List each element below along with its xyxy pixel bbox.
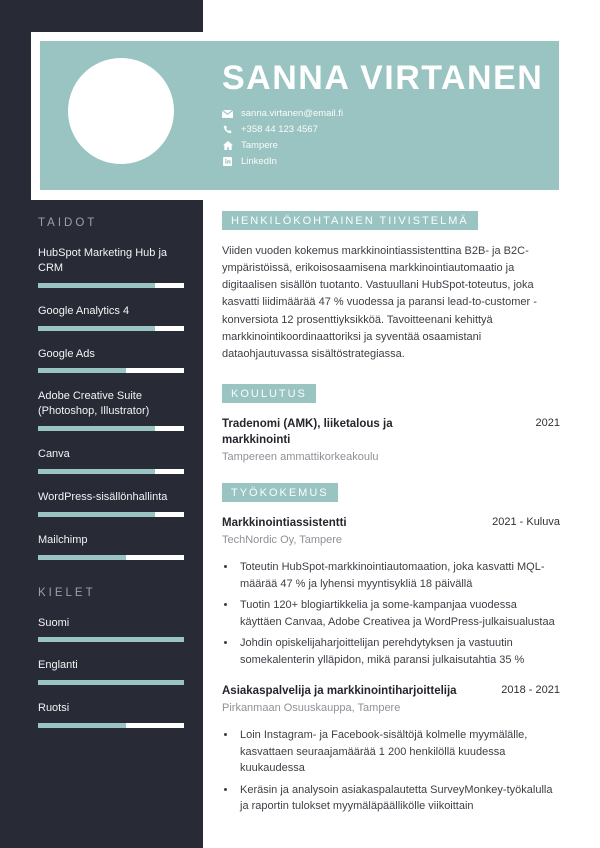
job-entry (222, 515, 560, 668)
summary-section-title: HENKILÖKOHTAINEN TIIVISTELMÄ (222, 211, 478, 230)
profile-photo (68, 58, 174, 164)
skill-progress-fill (38, 426, 155, 431)
skill-progress-fill (38, 368, 126, 373)
skill-progress-bar (38, 326, 184, 331)
header-content (222, 60, 545, 167)
page-title: SANNA VIRTANEN (222, 59, 544, 97)
skill-label: Google Ads (38, 347, 95, 360)
education-section-title: KOULUTUS (222, 384, 316, 403)
job-date: 2018 - 2021 (501, 684, 560, 697)
skills-section-title: TAIDOT (38, 217, 98, 229)
job-title: Markkinointiassistentti (222, 517, 347, 530)
skill-progress-fill (38, 283, 155, 288)
language-label: Englanti (38, 659, 78, 672)
skill-progress-bar (38, 283, 184, 288)
skill-label: HubSpot Marketing Hub ja CRM (38, 247, 168, 274)
job-bullet: • Loin Instagram- ja Facebook-sisältöjä kolmelle myymälälle, kasvattaen seuraajamäärää 1 200 henkilöllä kuudessa kuukaudessa (237, 727, 560, 777)
language-progress-bar (38, 723, 184, 728)
contact-location (222, 140, 545, 151)
education-section (222, 384, 560, 463)
language-progress-bar (38, 680, 184, 685)
job-entry-head (222, 515, 560, 531)
sidebar-content (38, 217, 184, 744)
skill-progress-bar (38, 469, 184, 474)
language-item (38, 616, 184, 643)
job-company: TechNordic Oy, Tampere (222, 534, 343, 547)
main-column (222, 211, 560, 835)
skill-label: Adobe Creative Suite (Photoshop, Illustrator) (38, 390, 150, 418)
summary-text: Viiden vuoden kokemus markkinointiassistenttina B2B- ja B2C-ympäristöissä, erikoisosaamisena markkinointiautomaatio ja digitaalisen sisällön tuotanto. Vastuullani HubSpot-toteutus, joka kasvatti liidimäärää 47 % vuodessa ja paransi lead-to-customer -konversiota 12 prosenttiyksikköä. Tavoitteenani kehittyä markkinointikoordinaattoriksi ja syventää osaamistani dataohjautuvassa sisältöstrategiassa. (222, 245, 537, 360)
skill-label: Mailchimp (38, 533, 88, 546)
skill-item (38, 389, 184, 431)
contact-phone-label: +358 44 123 4567 (241, 124, 318, 136)
skill-progress-bar (38, 368, 184, 373)
job-entry (222, 683, 560, 815)
contact-email[interactable] (222, 108, 545, 119)
education-entry (222, 416, 560, 463)
job-bullet: • Tuotin 120+ blogiartikkelia ja some-kampanjaa vuodessa käyttäen Canvaa, Adobe Creativea ja WordPress-julkaisualustaa (237, 597, 560, 630)
skill-item (38, 533, 184, 560)
languages-section-title: KIELET (38, 586, 96, 599)
skill-item (38, 304, 184, 331)
skill-progress-fill (38, 512, 155, 517)
contact-phone (222, 124, 545, 135)
skill-label: WordPress-sisällönhallinta (38, 490, 168, 503)
skill-progress-bar (38, 426, 184, 431)
education-date: 2021 (535, 417, 560, 430)
skill-progress-fill (38, 469, 155, 474)
skill-item (38, 246, 184, 288)
experience-section-title: TYÖKOKEMUS (222, 483, 338, 502)
job-title: Asiakaspalvelija ja markkinointiharjoittelija (222, 685, 457, 698)
phone-icon (222, 125, 233, 134)
job-bullet: • Keräsin ja analysoin asiakaspalautetta SurveyMonkey-työkalulla ja raportin tulokset myymäläpäällikölle viikoittain (237, 782, 560, 815)
home-icon (222, 141, 233, 150)
language-label: Suomi (38, 616, 70, 629)
language-progress-fill (38, 637, 184, 642)
job-bullet: • Toteutin HubSpot-markkinointiautomaation, joka kasvatti MQL-määrää 47 % ja lyhensi myyntisykliä 18 päivällä (237, 559, 560, 592)
skill-item (38, 490, 184, 517)
skill-progress-fill (38, 326, 155, 331)
job-entry-head (222, 683, 560, 699)
experience-section (222, 483, 560, 815)
language-progress-fill (38, 723, 126, 728)
contact-location-label: Tampere (241, 140, 278, 152)
summary-section (222, 211, 560, 363)
header-band (40, 41, 559, 190)
job-company: Pirkanmaan Osuuskauppa, Tampere (222, 702, 401, 715)
skill-progress-fill (38, 555, 126, 560)
contact-email-label: sanna.virtanen@email.fi (241, 108, 344, 120)
contact-linkedin[interactable] (222, 156, 545, 167)
contact-list (222, 108, 545, 167)
skill-label: Google Analytics 4 (38, 304, 130, 317)
skill-progress-bar (38, 512, 184, 517)
education-school: Tampereen ammattikorkeakoulu (222, 451, 379, 464)
mail-icon (222, 110, 233, 118)
education-degree: Tradenomi (AMK), liiketalous ja markkinointi (222, 418, 393, 447)
language-item (38, 658, 184, 685)
skill-item (38, 347, 184, 374)
job-date: 2021 - Kuluva (492, 516, 560, 529)
education-entry-head (222, 416, 560, 448)
job-bullet: • Johdin opiskelijaharjoittelijan perehdytyksen ja vastuutin somekalenterin ylläpidon, mikä paransi julkaisutahtia 35 % (237, 635, 560, 668)
language-progress-bar (38, 637, 184, 642)
skill-label: Canva (38, 448, 70, 461)
job-bullets (222, 559, 560, 668)
job-bullets (222, 727, 560, 815)
contact-linkedin-label: LinkedIn (241, 156, 277, 168)
language-label: Ruotsi (38, 702, 70, 715)
skill-item (38, 447, 184, 474)
skill-progress-bar (38, 555, 184, 560)
language-progress-fill (38, 680, 184, 685)
linkedin-icon (222, 157, 233, 166)
language-item (38, 701, 184, 728)
